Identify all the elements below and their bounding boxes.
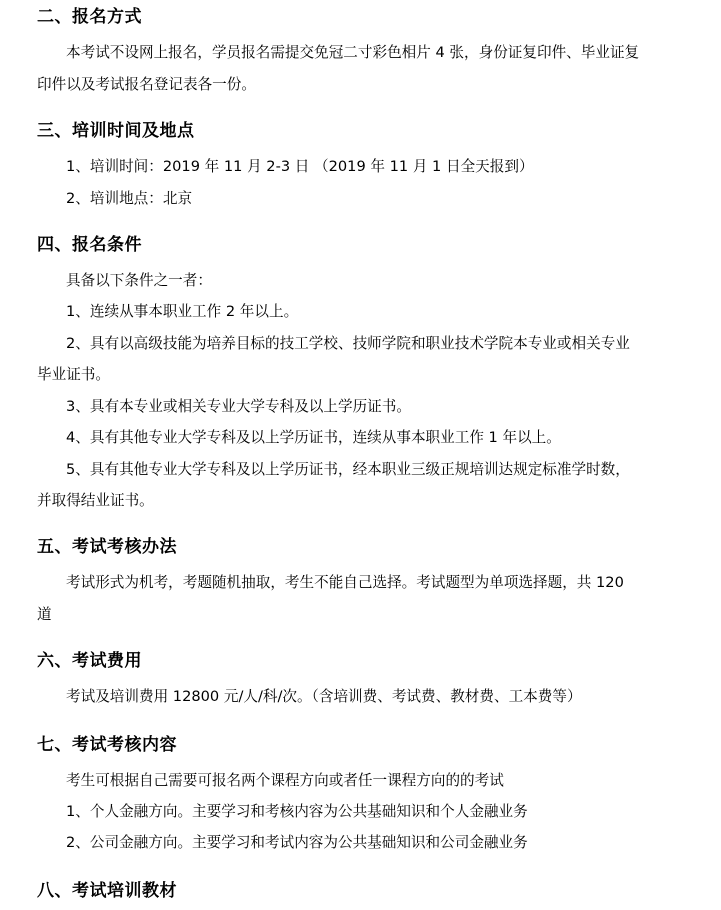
paragraph-line: 考试及培训费用 12800 元/人/科/次。（含培训费、考试费、教材费、工本费等） [66,688,582,705]
paragraph-line: 毕业证书。 [37,366,110,383]
paragraph-line: 并取得结业证书。 [37,492,154,509]
paragraph-line: 5、具有其他专业大学专科及以上学历证书，经本职业三级正规培训达规定标准学时数， [66,461,630,478]
section-heading: 六、考试费用 [37,651,142,671]
paragraph-line: 2、培训地点：北京 [66,190,193,207]
section-heading: 七、考试考核内容 [37,735,177,755]
paragraph-line: 考试形式为机考，考题随机抽取，考生不能自己选择。考试题型为单项选择题，共 120 [66,574,624,591]
section-heading: 五、考试考核办法 [37,537,177,557]
section-heading: 三、培训时间及地点 [37,121,195,141]
paragraph-line: 本考试不设网上报名，学员报名需提交免冠二寸彩色相片 4 张，身份证复印件、毕业证复 [66,44,640,61]
section-heading: 八、考试培训教材 [37,881,177,901]
paragraph-line: 印件以及考试报名登记表各一份。 [37,76,256,93]
paragraph-line: 考生可根据自己需要可报名两个课程方向或者任一课程方向的的考试 [66,772,504,789]
paragraph-line: 2、公司金融方向。主要学习和考试内容为公共基础知识和公司金融业务 [66,834,528,851]
paragraph-line: 4、具有其他专业大学专科及以上学历证书，连续从事本职业工作 1 年以上。 [66,429,561,446]
paragraph-line: 道 [37,606,52,623]
paragraph-line: 1、个人金融方向。主要学习和考核内容为公共基础知识和个人金融业务 [66,803,528,820]
paragraph-line: 具备以下条件之一者： [66,272,212,289]
paragraph-line: 1、培训时间：2019 年 11 月 2-3 日 （2019 年 11 月 1 日全天报到） [66,158,534,175]
paragraph-line: 2、具有以高级技能为培养目标的技工学校、技师学院和职业技术学院本专业或相关专业 [66,335,630,352]
section-heading: 二、报名方式 [37,7,142,27]
section-heading: 四、报名条件 [37,235,142,255]
paragraph-line: 3、具有本专业或相关专业大学专科及以上学历证书。 [66,398,411,415]
paragraph-line: 1、连续从事本职业工作 2 年以上。 [66,303,299,320]
